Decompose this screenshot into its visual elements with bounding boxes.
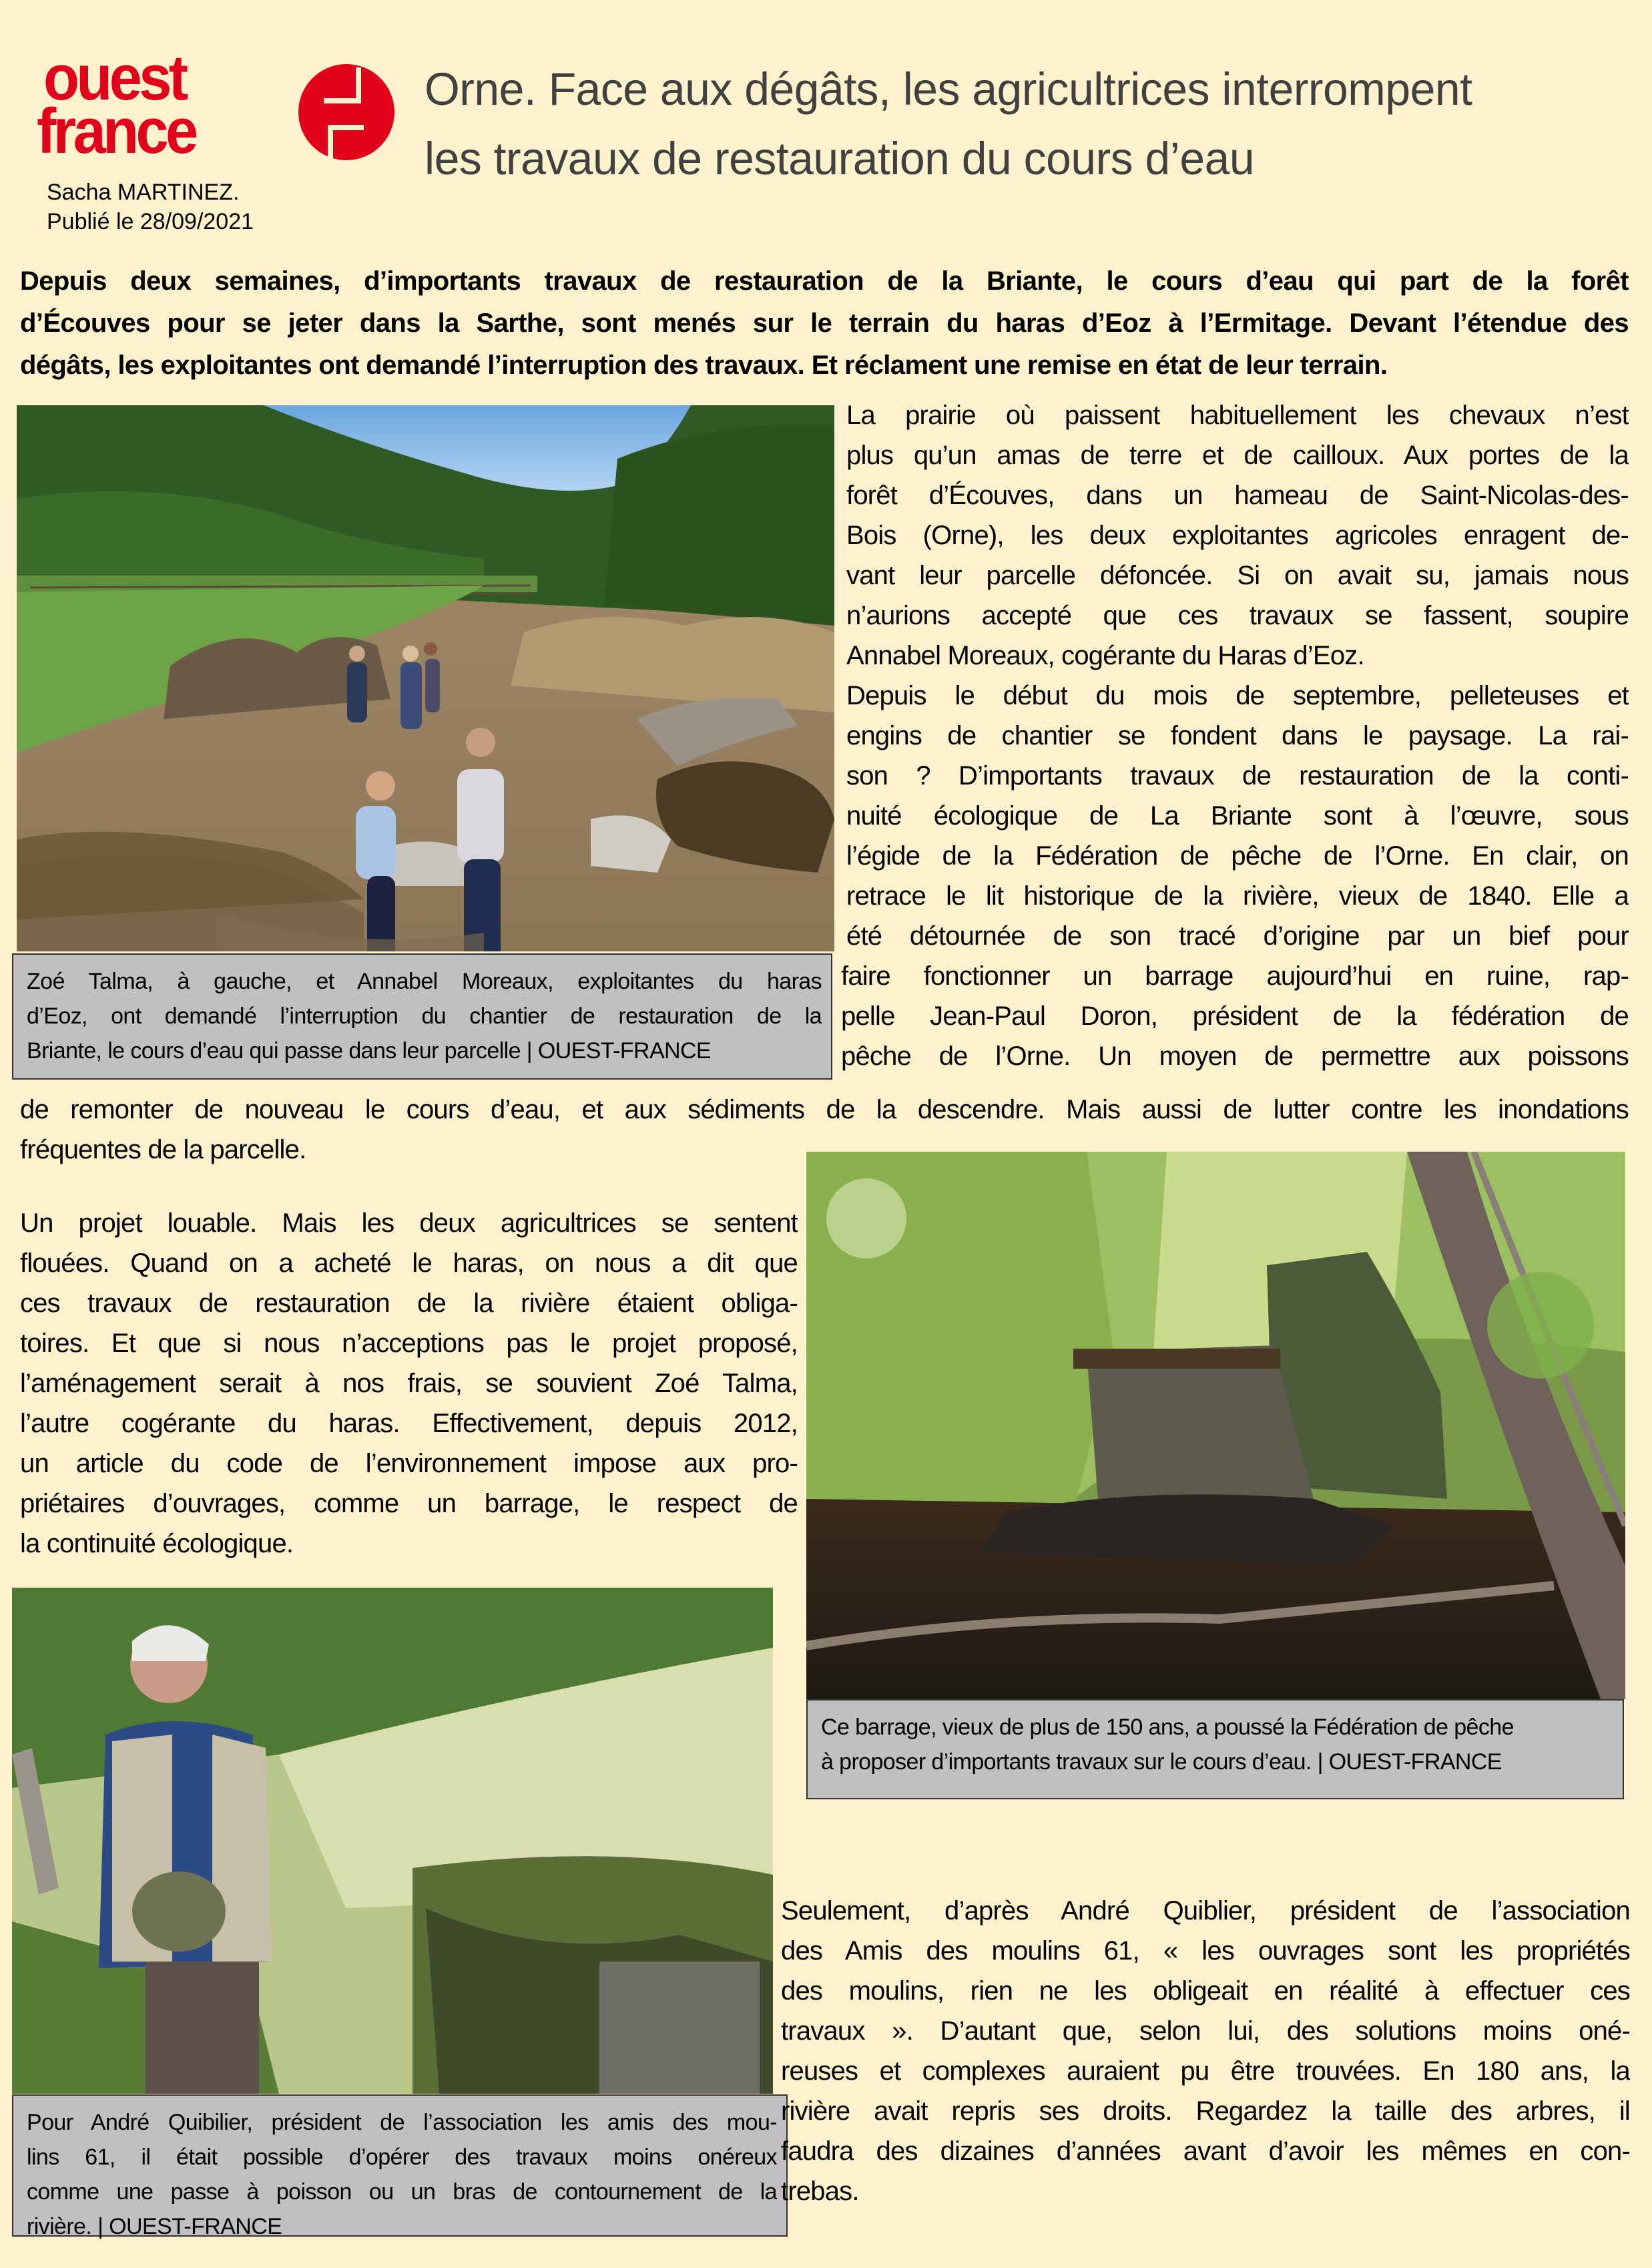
article-paragraph-1 (846, 395, 1629, 956)
lead-line: d’Écouves pour se jeter dans la Sarthe, sont menés sur le terrain du haras d’Eoz à l’Ermitage. Devant l’étendue des (20, 308, 1629, 338)
article-title (425, 55, 1639, 194)
paragraph-line: son ? D’importants travaux de restauration de la conti- (846, 761, 1629, 790)
article-paragraph-3 (781, 1891, 1630, 2211)
paragraph-line: l’aménagement serait à nos frais, se souvient Zoé Talma, (20, 1369, 798, 1398)
paragraph-line: la continuité écologique. (20, 1529, 294, 1558)
caption-text (821, 1710, 1613, 1779)
caption-line: Ce barrage, vieux de plus de 150 ans, a poussé la Fédération de pêche (821, 1715, 1514, 1740)
caption-line: Pour André Quibilier, président de l’association les amis des mou- (27, 2110, 777, 2135)
paragraph-line: ces travaux de restauration de la rivière étaient obliga- (20, 1289, 798, 1318)
paragraph-line: l’égide de la Fédération de pêche de l’Orne. En clair, on (846, 841, 1629, 871)
caption-line: lins 61, il était possible d’opérer des travaux moins onéreux (27, 2144, 777, 2170)
paragraph-line: flouées. Quand on a acheté le haras, on nous a dit que (20, 1249, 798, 1278)
paragraph-line: reuses et complexes auraient pu être trouvées. En 180 ans, la (781, 2056, 1630, 2086)
photo-caption (12, 2094, 788, 2237)
article-lead (20, 260, 1629, 387)
article-paragraph-2 (20, 1203, 798, 1564)
caption-line: d’Eoz, ont demandé l’interruption du chantier de restauration de la (27, 1003, 822, 1029)
publish-date: Publié le 28/09/2021 (47, 209, 254, 234)
paragraph-line: de remonter de nouveau le cours d’eau, et aux sédiments de la descendre. Mais aussi de lutter contre les inondations (20, 1095, 1629, 1124)
paragraph-line: fréquentes de la parcelle. (20, 1135, 306, 1164)
ouest-france-logo (37, 42, 377, 167)
paragraph-line: été détournée de son tracé d’origine par un bief pour (846, 921, 1629, 951)
paragraph-line: plus qu’un amas de terre et de cailloux. Aux portes de la (846, 441, 1629, 470)
paragraph-line: travaux ». D’autant que, selon lui, des solutions moins oné- (781, 2016, 1630, 2046)
paragraph-line: toires. Et que si nous n’acceptions pas le projet proposé, (20, 1329, 798, 1358)
paragraph-line: faudra des dizaines d’années avant d’avoir les mêmes en con- (781, 2136, 1630, 2166)
logo-text-ouest: ouest (43, 42, 186, 114)
logo-circle-icon (297, 62, 396, 162)
paragraph-line: retrace le lit historique de la rivière, vieux de 1840. Elle a (846, 881, 1629, 911)
paragraph-line: rivière avait repris ses droits. Regardez la taille des arbres, il (781, 2096, 1630, 2126)
paragraph-line: vant leur parcelle défoncée. Si on avait su, jamais nous (846, 561, 1629, 590)
stone-wall (599, 1962, 760, 2094)
photo-old-dam (806, 1152, 1625, 1699)
paragraph-line: des Amis des moulins 61, « les ouvrages sont les propriétés (781, 1936, 1630, 1966)
paragraph-line: priétaires d’ouvrages, comme un barrage, le respect de (20, 1489, 798, 1518)
paragraph-line: Annabel Moreaux, cogérante du Haras d’Eoz. (846, 641, 1364, 670)
paragraph-line: trebas. (781, 2177, 859, 2206)
lead-line: Depuis deux semaines, d’importants travaux de restauration de la Briante, le cours d’eau qui part de la forêt (20, 266, 1629, 296)
paragraph-line: forêt d’Écouves, dans un hameau de Saint-Nicolas-des- (846, 481, 1629, 510)
title-line: Orne. Face aux dégâts, les agricultrices interrompent (425, 63, 1472, 115)
photo-andre-quiblier (12, 1588, 773, 2094)
caption-text (27, 2105, 777, 2244)
photo-caption (806, 1699, 1624, 1799)
caption-text (27, 964, 822, 1068)
author-name: Sacha MARTINEZ. (47, 180, 240, 205)
caption-line: à proposer d’importants travaux sur le cours d’eau. | OUEST-FRANCE (821, 1749, 1502, 1775)
paragraph-line: Depuis le début du mois de septembre, pelleteuses et (846, 681, 1629, 710)
photo-dam-image (806, 1152, 1625, 1699)
caption-line: comme une passe à poisson ou un bras de contournement de la (27, 2179, 777, 2205)
paragraph-line: Un projet louable. Mais les deux agricultrices se sentent (20, 1208, 798, 1238)
caption-line: Zoé Talma, à gauche, et Annabel Moreaux, exploitantes du haras (27, 969, 822, 994)
logo-text-france: france (37, 95, 196, 167)
paragraph-line: un article du code de l’environnement impose aux pro- (20, 1449, 798, 1478)
paragraph-line: n’aurions accepté que ces travaux se fassent, soupire (846, 601, 1629, 630)
photo-construction-site (17, 405, 834, 951)
paragraph-line: des moulins, rien ne les obligeait en réalité à effectuer ces (781, 1976, 1630, 2006)
byline (47, 178, 254, 236)
paragraph-line: Seulement, d’après André Quiblier, président de l’association (781, 1896, 1630, 1925)
title-line: les travaux de restauration du cours d’eau (425, 133, 1255, 184)
caption-line: rivière. | OUEST-FRANCE (27, 2214, 282, 2239)
paragraph-line: La prairie où paissent habituellement les chevaux n’est (846, 401, 1629, 430)
paragraph-line: pêche de l’Orne. Un moyen de permettre aux poissons (841, 1042, 1629, 1071)
paragraph-line: engins de chantier se fondent dans le paysage. La rai- (846, 721, 1629, 750)
photo-caption (12, 953, 832, 1080)
article-paragraph-1-wrap (841, 956, 1629, 1076)
caption-line: Briante, le cours d’eau qui passe dans leur parcelle | OUEST-FRANCE (27, 1038, 712, 1064)
paragraph-line: faire fonctionner un barrage aujourd’hui en ruine, rap- (841, 961, 1629, 991)
paragraph-line: Bois (Orne), les deux exploitantes agricoles enragent de- (846, 521, 1629, 550)
photo-man-image (12, 1588, 773, 2094)
cap (132, 1871, 226, 1952)
lead-line: dégâts, les exploitantes ont demandé l’interruption des travaux. Et réclament une remise en état de leur terrain. (20, 351, 1388, 380)
paragraph-line: l’autre cogérante du haras. Effectivement, depuis 2012, (20, 1409, 798, 1438)
paragraph-line: pelle Jean-Paul Doron, président de la fédération de (841, 1001, 1629, 1031)
paragraph-line: nuité écologique de La Briante sont à l’œuvre, sous (846, 801, 1629, 831)
photo-construction-image (17, 405, 834, 951)
